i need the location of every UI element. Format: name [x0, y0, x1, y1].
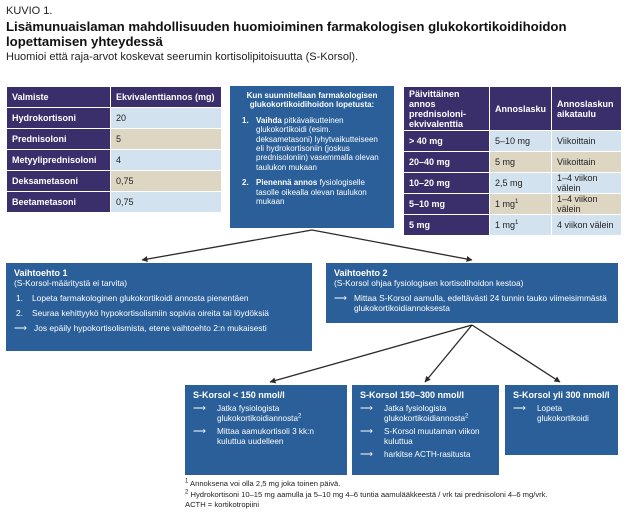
- drug-dose: 0,75: [111, 192, 222, 213]
- daily-dose: 10–20 mg: [404, 173, 490, 194]
- result-step: [193, 427, 339, 446]
- option-1-box: [6, 263, 312, 351]
- result-title: S-Korsol 150–300 nmol/l: [360, 390, 465, 400]
- drug-name: Deksametasoni: [7, 171, 111, 192]
- step-text: Seuraa kehittyykö hypokortisolismiin sopivia oireita tai löydöksiä: [32, 308, 269, 318]
- result-high-box: [505, 385, 618, 455]
- column-header: Ekvivalenttiannos (mg): [111, 87, 222, 108]
- drug-name: Prednisoloni: [7, 129, 111, 150]
- arrow-to-option-1: [142, 230, 312, 260]
- arrow-to-result-high: [472, 325, 560, 382]
- drug-dose: 4: [111, 150, 222, 171]
- drug-name: Hydrokortisoni: [7, 108, 111, 129]
- dose-step: 5 mg: [490, 152, 552, 173]
- arrow-right-icon: ⟶: [513, 403, 526, 414]
- result-mid-box: [352, 385, 499, 475]
- step-text: Jatka fysiologista glukokortikoidiannosta$^2$: [384, 404, 469, 423]
- planning-title: Kun suunnitellaan farmakologisen glukokortikoidihoidon lopetusta:: [246, 91, 378, 110]
- arrow-to-option-2: [312, 230, 472, 260]
- result-step: [513, 404, 610, 423]
- column-header: Annoslasku: [490, 87, 552, 131]
- step-number: 2.: [242, 178, 249, 188]
- drug-dose: 0,75: [111, 171, 222, 192]
- step-detail: fysiologiselle tasolle oikealla olevan taulukon mukaan: [256, 178, 367, 207]
- arrow-right-icon: ⟶: [193, 403, 206, 414]
- option-step: [14, 293, 304, 303]
- arrow-right-icon: ⟶: [193, 426, 206, 437]
- daily-dose: 20–40 mg: [404, 152, 490, 173]
- option-title: Vaihtoehto 1: [14, 268, 68, 278]
- step-text: harkitse ACTH-rasitusta: [384, 450, 471, 460]
- column-header: Annoslaskun aikataulu: [552, 87, 622, 131]
- step-number: 2.: [16, 308, 23, 318]
- dose-step: 5–10 mg: [490, 131, 552, 152]
- step-text: Mittaa S-Korsol aamulla, edeltävästi 24 tunnin tauko viimeisimmästä glukokortikoidiannoksesta: [354, 293, 607, 313]
- arrow-right-icon: ⟶: [360, 449, 373, 460]
- dose-step: 1 $mg^1$: [490, 215, 552, 236]
- step-emphasis: Vaihda: [256, 115, 282, 125]
- taper-schedule: Viikoittain: [552, 131, 622, 152]
- result-title: S-Korsol yli 300 nmol/l: [513, 390, 610, 400]
- taper-schedule: 1–4 viikon välein: [552, 173, 622, 194]
- figure-label: KUVIO 1.: [6, 5, 53, 17]
- arrow-right-icon: ⟶: [360, 403, 373, 414]
- arrow-to-result-mid: [425, 325, 472, 382]
- step-text: Lopeta farmakologinen glukokortikoidi annosta pienentäen: [32, 293, 249, 303]
- column-header: Päivittäinen annos prednisoloni-ekvivalenttia: [404, 87, 490, 131]
- step-text: Mittaa aamukortisoli 3 kk:n kuluttua uudelleen: [217, 427, 314, 446]
- option-title: Vaihtoehto 2: [334, 268, 388, 278]
- result-step: [193, 404, 339, 423]
- option-subtitle: (S-Korsol-määritystä ei tarvita): [14, 278, 128, 288]
- result-step: [360, 404, 491, 423]
- arrow-right-icon: ⟶: [360, 426, 373, 437]
- option-subtitle: (S-Korsol ohjaa fysiologisen kortisolihoidon kestoa): [334, 278, 524, 288]
- step-text: S-Korsol muutaman viikon kuluttua: [384, 427, 480, 446]
- drug-dose: 20: [111, 108, 222, 129]
- step-number: 1.: [242, 115, 249, 125]
- daily-dose: 5 mg: [404, 215, 490, 236]
- option-step: [14, 308, 304, 318]
- step-emphasis: Pienennä annos: [256, 178, 318, 188]
- taper-schedule: Viikoittain: [552, 152, 622, 173]
- arrow-right-icon: ⟶: [334, 293, 347, 303]
- step-text: Jatka fysiologista glukokortikoidiannosta$^2$: [217, 404, 302, 423]
- column-header: Valmiste: [7, 87, 111, 108]
- footnotes: [185, 479, 615, 511]
- footnote-3: ACTH = kortikotropiini: [185, 500, 260, 509]
- step-text: Lopeta glukokortikoidi: [537, 404, 589, 423]
- taper-schedule: 1–4 viikon välein: [552, 194, 622, 215]
- drug-dose: 5: [111, 129, 222, 150]
- option-step: [334, 293, 610, 313]
- dose-step: 2,5 mg: [490, 173, 552, 194]
- result-step: [360, 427, 491, 446]
- drug-name: Beetametasoni: [7, 192, 111, 213]
- step-detail: pitkävaikutteinen glukokortikoidi (esim. deksametasoni) lyhytvaikutteiseen eli hydrokortisoniin (joskus prednisoloniin) vasemmalla olevan taulukon mukaan: [256, 115, 379, 172]
- drug-name: Metyyliprednisoloni: [7, 150, 111, 171]
- figure-title: Lisämunuaislaman mahdollisuuden huomioiminen farmakologisen glukokortikoidihoidon lopettamisen yhteydessä: [6, 19, 567, 49]
- result-low-box: [185, 385, 347, 475]
- step-text: Jos epäily hypokortisolismista, etene vaihtoehto 2:n mukaisesti: [34, 323, 267, 333]
- option-2-box: [326, 263, 618, 323]
- daily-dose: > 40 mg: [404, 131, 490, 152]
- footnote-1: $^1$ Annoksena voi olla 2,5 mg joka toinen päivä.: [185, 478, 341, 488]
- arrow-right-icon: ⟶: [14, 323, 27, 333]
- figure-subtitle: Huomioi että raja-arvot koskevat seerumin kortisolipitoisuutta (S-Korsol).: [6, 51, 359, 63]
- result-title: S-Korsol < 150 nmol/l: [193, 390, 285, 400]
- dose-step: 1 $mg^1$: [490, 194, 552, 215]
- step-number: 1.: [16, 293, 23, 303]
- taper-schedule: 4 viikon välein: [552, 215, 622, 236]
- result-step: [360, 450, 491, 459]
- option-step: [14, 323, 304, 333]
- daily-dose: 5–10 mg: [404, 194, 490, 215]
- footnote-2: $^2$ Hydrokortisoni 10–15 mg aamulla ja 5–10 mg 4–6 tuntia aamulääkkeestä / vrk tai prednisoloni 4–6 mg/vrk.: [185, 488, 548, 499]
